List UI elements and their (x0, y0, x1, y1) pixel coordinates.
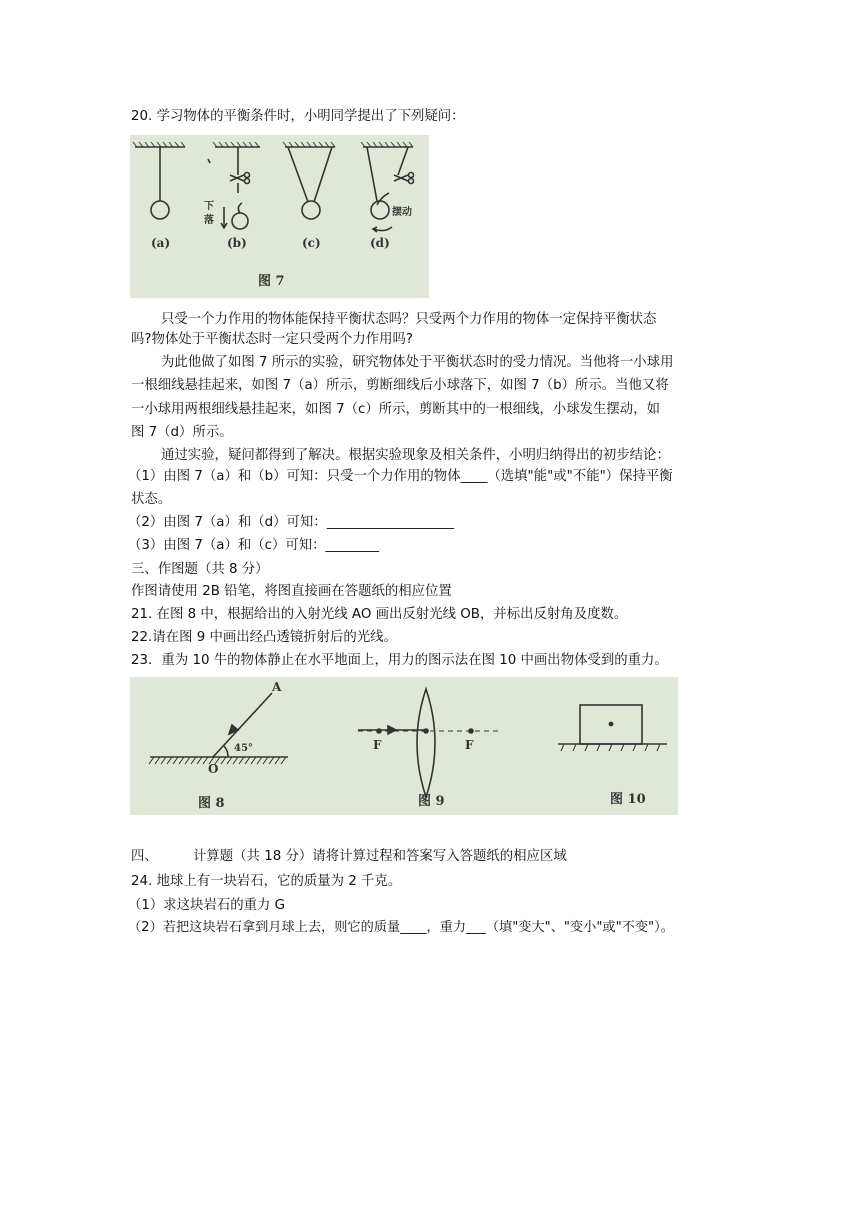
fig10-caption: 图 10 (610, 792, 646, 807)
question-23: 23．重为 10 牛的物体静止在水平地面上，用力的图示法在图 10 中画出物体受到的重力。 (131, 653, 668, 668)
question-24-part-1: （1）求这块岩石的重力 G (128, 898, 286, 913)
q20-p1-line1: 只受一个力作用的物体能保持平衡状态吗？只受两个力作用的物体一定保持平衡状态 (161, 312, 657, 327)
q20-conclusion-3: （3）由图 7（a）和（c）可知：________ (128, 538, 380, 553)
fig7-label-b: (b) (227, 236, 247, 250)
fig9-focus-left: F (373, 738, 382, 752)
q20-p1-line2: 吗?物体处于平衡状态时一定只受两个力作用吗? (131, 332, 414, 347)
fig7-label-a: (a) (151, 236, 171, 250)
figure-7 (130, 135, 429, 298)
section3-title: 三、作图题（共 8 分） (131, 562, 269, 577)
fig9-focus-right: F (465, 738, 474, 752)
fig8-point-o: O (208, 762, 219, 776)
q20-intro: 20. 学习物体的平衡条件时，小明同学提出了下列疑问： (131, 109, 465, 124)
fig7-caption: 图 7 (258, 274, 285, 289)
fig7-fall-label-2: 落 (204, 215, 214, 226)
q20-conclusion-1-line2: 状态。 (131, 492, 172, 507)
question-21: 21. 在图 8 中，根据给出的入射光线 AO 画出反射光线 OB，并标出反射角及度数。 (131, 607, 628, 622)
fig8-caption: 图 8 (198, 796, 225, 811)
q20-p2-line4: 图 7（d）所示。 (131, 425, 233, 440)
q20-p3-line1: 通过实验，疑问都得到了解决。根据实验现象及相关条件，小明归纳得出的初步结论： (161, 448, 670, 463)
figures-8-9-10 (130, 677, 678, 815)
fig9-caption: 图 9 (418, 794, 445, 809)
q20-conclusion-1-line1: （1）由图 7（a）和（b）可知：只受一个力作用的物体____（选填"能"或"不能"）保持平衡 (128, 469, 673, 484)
fig7-swing-label: 摆动 (392, 207, 412, 218)
fig7-label-c: (c) (302, 236, 321, 250)
q20-p2-line1: 为此他做了如图 7 所示的实验，研究物体处于平衡状态时的受力情况。当他将一小球用 (161, 355, 674, 370)
question-24-part-2: （2）若把这块岩石拿到月球上去，则它的质量____，重力___（填"变大"、"变小"或"不变"）。 (128, 920, 674, 935)
section4-title: 计算题（共 18 分）请将计算过程和答案写入答题纸的相应区域 (193, 849, 567, 864)
fig7-label-d: (d) (370, 236, 390, 250)
fig8-angle: 45° (234, 743, 253, 754)
q20-p2-line2: 一根细线悬挂起来，如图 7（a）所示，剪断细线后小球落下，如图 7（b）所示。当他又将 (131, 378, 669, 393)
fig8-point-a: A (272, 680, 282, 694)
question-24: 24. 地球上有一块岩石，它的质量为 2 千克。 (131, 874, 402, 889)
fig7-fall-label-1: 下 (204, 201, 214, 212)
question-22: 22.请在图 9 中画出经凸透镜折射后的光线。 (131, 630, 397, 645)
q20-p2-line3: 一小球用两根细线悬挂起来，如图 7（c）所示，剪断其中的一根细线，小球发生摆动，如 (131, 402, 660, 417)
section4-number: 四、 (131, 849, 158, 864)
q20-conclusion-2: （2）由图 7（a）和（d）可知：___________________ (128, 515, 454, 530)
section3-instruction: 作图请使用 2B 铅笔，将图直接画在答题纸的相应位置 (131, 584, 452, 599)
